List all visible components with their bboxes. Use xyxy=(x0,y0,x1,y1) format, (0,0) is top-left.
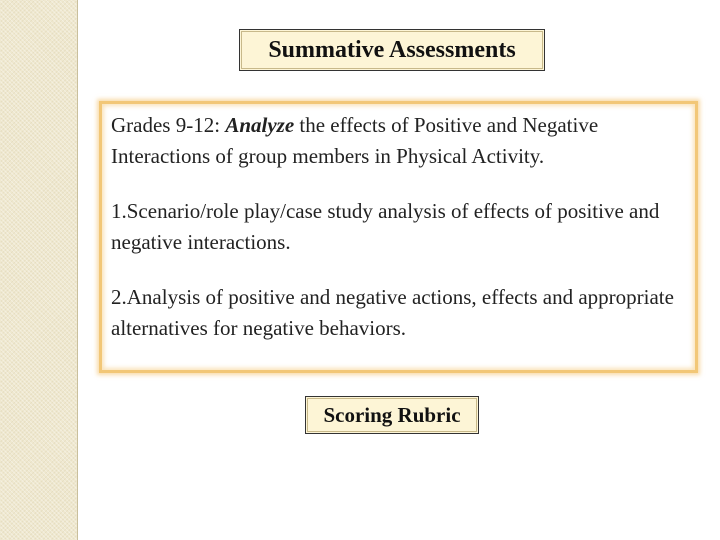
objective-rest: the effects of Positive and Negative Interactions of group members in Physical Activity. xyxy=(111,113,599,168)
assessment-item-1: 1.Scenario/role play/case study analysis of effects of positive and negative interactions. xyxy=(111,199,660,254)
assessment-content-box xyxy=(99,101,698,373)
decorative-side-strip xyxy=(0,0,78,540)
slide-title xyxy=(239,29,545,71)
scoring-rubric-button[interactable] xyxy=(305,396,479,434)
objective-verb: Analyze xyxy=(225,113,295,137)
scoring-rubric-label: Scoring Rubric xyxy=(323,402,461,427)
assessment-item-2: 2.Analysis of positive and negative actions, effects and appropriate alternatives for negative behaviors. xyxy=(111,285,674,340)
objective-prefix: Grades 9-12: xyxy=(111,113,226,137)
objective-paragraph xyxy=(111,110,687,172)
slide-title-text: Summative Assessments xyxy=(268,36,516,63)
